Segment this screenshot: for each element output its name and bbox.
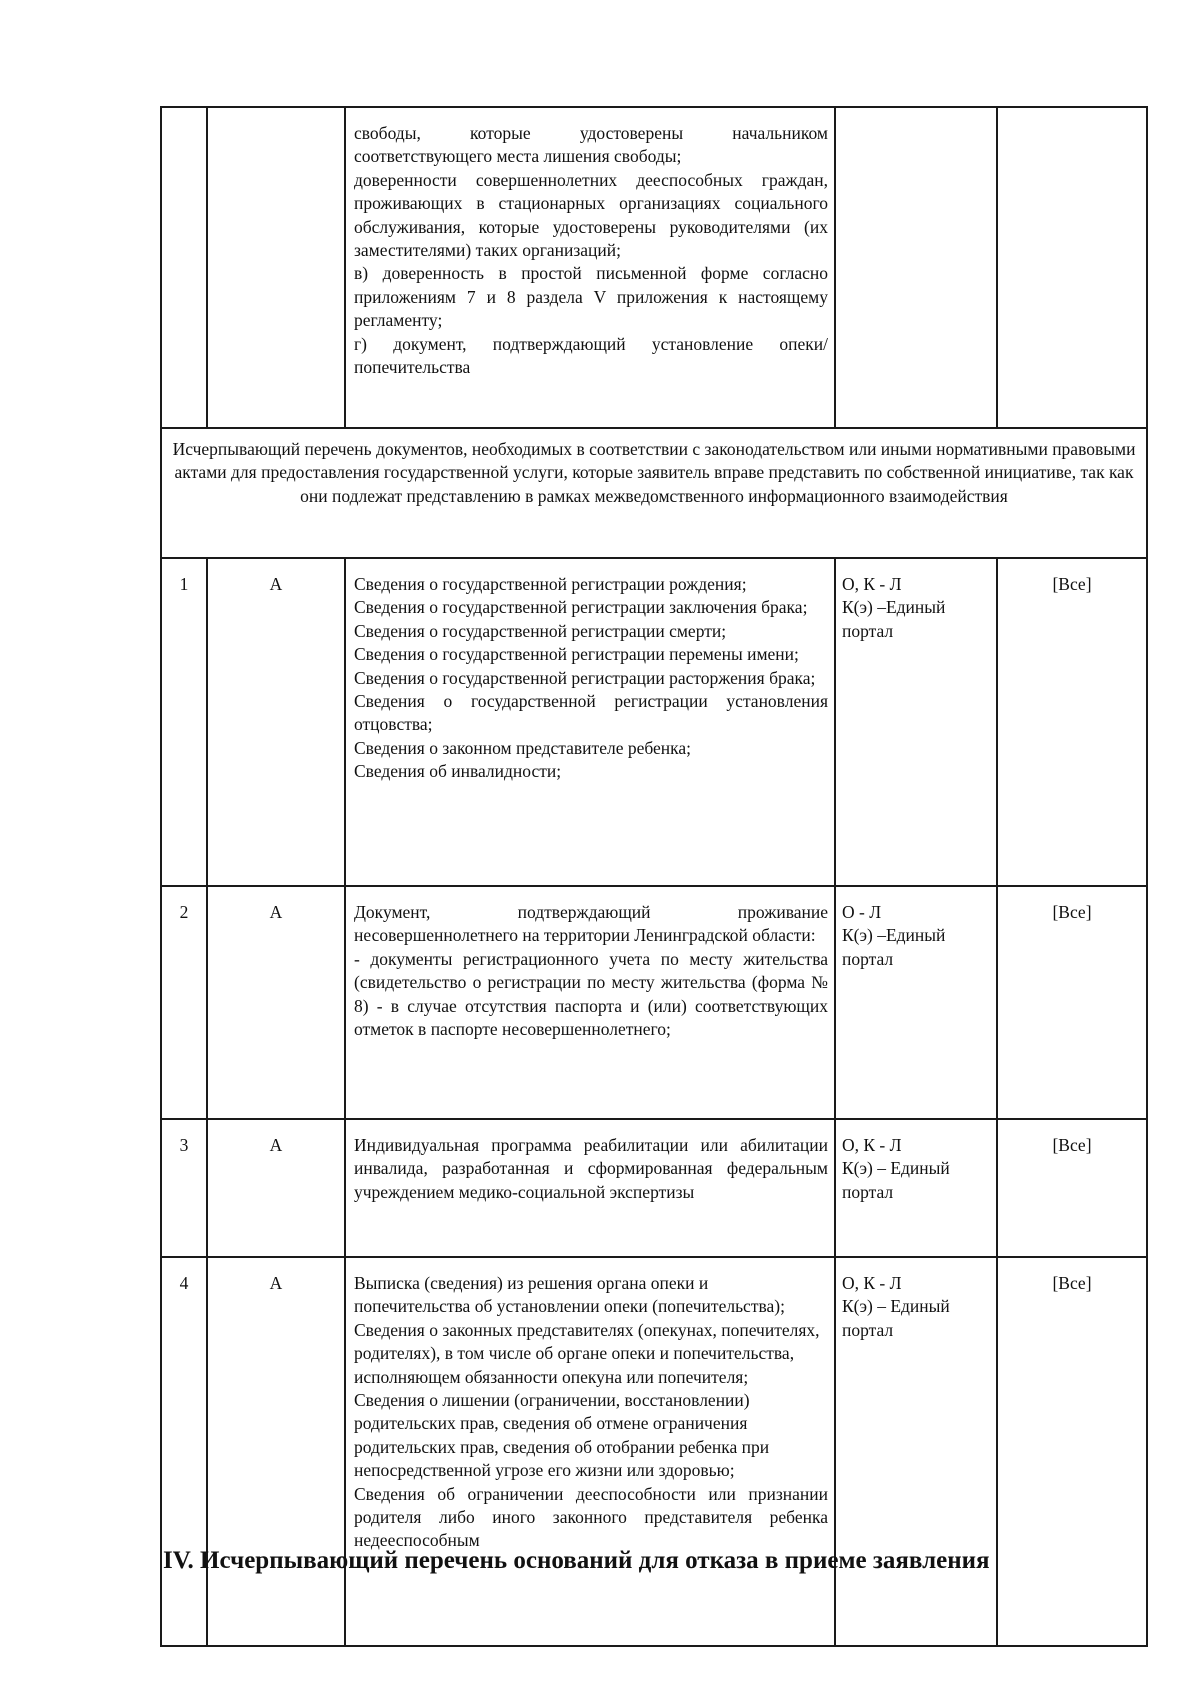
text-line: Сведения о государственной регистрации заключения брака; xyxy=(354,597,808,618)
text-line: Сведения о государственной регистрации рождения; xyxy=(354,574,747,594)
text-line: Сведения о государственной регистрации расторжения брака; xyxy=(354,667,816,688)
text-line: Сведения о государственной регистрации перемены имени; xyxy=(354,644,799,665)
row-form-cell xyxy=(835,558,997,886)
table-row xyxy=(161,107,1147,428)
row-all: [Все] xyxy=(997,886,1147,1119)
form-line: О, К - Л xyxy=(842,574,902,594)
form-line: О - Л xyxy=(842,902,882,922)
text-line: - документы регистрационного учета по месту жительства (свидетельство о регистрации по месту жительства (форма № 8) - в случае отсутствия паспорта и (или) соответствующих отметок в паспорте несовершеннолетнего; xyxy=(354,948,828,1040)
row-number: 1 xyxy=(161,558,207,886)
form-line: К(э) –Единый портал xyxy=(842,925,946,969)
row-code: А xyxy=(207,1257,345,1646)
text-line: доверенности совершеннолетних дееспособных граждан, проживающих в стационарных организациях социального обслуживания, которые удостоверены руководителями (их заместителями) таких организаций; xyxy=(354,169,828,261)
text-line: Индивидуальная программа реабилитации или абилитации инвалида, разработанная и сформированная федеральным учреждением медико-социальной экспертизы xyxy=(354,1135,828,1202)
row-code: А xyxy=(207,886,345,1119)
table-row xyxy=(161,1119,1147,1257)
row-text-cell xyxy=(345,558,835,886)
row-all: [Все] xyxy=(997,558,1147,886)
row-form-cell xyxy=(835,1119,997,1257)
text-line: свободы, которые удостоверены начальником соответствующего места лишения свободы; xyxy=(354,123,828,167)
text-line: Сведения о законных представителях (опекунах, попечителях, родителях), в том числе об органе опеки и попечительства, исполняющем обязанности опекуна или попечителя; xyxy=(354,1319,820,1387)
section-header: Исчерпывающий перечень документов, необходимых в соответствии с законодательством или иными нормативными правовыми актами для предоставления государственной услуги, которые заявитель вправе представить по собственной инициативе, так как они подлежат представлению в рамках межведомственного информационного взаимодействия xyxy=(161,428,1147,558)
documents-table xyxy=(160,106,1148,1647)
form-line: О, К - Л xyxy=(842,1135,902,1155)
row-number-cell xyxy=(161,107,207,428)
text-line: в) доверенность в простой письменной форме согласно приложениям 7 и 8 раздела V приложения к настоящему регламенту; xyxy=(354,263,828,331)
table-row xyxy=(161,1257,1147,1646)
text-line: Сведения об ограничении дееспособности или признании родителя либо иного законного представителя ребенка недееспособным xyxy=(354,1483,828,1551)
row-form-cell xyxy=(835,886,997,1119)
text-line: Выписка (сведения) из решения органа опеки и попечительства об установлении опеки (попечительства); xyxy=(354,1273,785,1317)
row-text-cell xyxy=(345,886,835,1119)
row-code-cell xyxy=(207,107,345,428)
row-form-cell xyxy=(835,1257,997,1646)
row-number: 3 xyxy=(161,1119,207,1257)
text-line: Сведения о лишении (ограничении, восстановлении) родительских прав, сведения об отмене ограничения родительских прав, сведения об отобрании ребенка при непосредственной угрозе его жизни или здоровью; xyxy=(354,1390,770,1481)
text-line: Сведения об инвалидности; xyxy=(354,761,562,782)
row-all: [Все] xyxy=(997,1119,1147,1257)
row-all-cell xyxy=(997,107,1147,428)
row-code: А xyxy=(207,1119,345,1257)
row-text-cell xyxy=(345,107,835,428)
section-title: IV. Исчерпывающий перечень оснований для отказа в приеме заявления xyxy=(163,1547,990,1574)
row-form-cell xyxy=(835,107,997,428)
text-line: г) документ, подтверждающий установление опеки/попечительства xyxy=(354,333,828,378)
form-line: К(э) –Единый портал xyxy=(842,597,946,641)
text-line: Сведения о законном представителе ребенка; xyxy=(354,737,692,758)
row-number: 2 xyxy=(161,886,207,1119)
row-text-cell xyxy=(345,1119,835,1257)
row-code: А xyxy=(207,558,345,886)
row-text-cell xyxy=(345,1257,835,1646)
table-row xyxy=(161,558,1147,886)
table-row xyxy=(161,886,1147,1119)
form-line: О, К - Л xyxy=(842,1273,902,1293)
text-line: Сведения о государственной регистрации смерти; xyxy=(354,620,727,641)
row-all: [Все] xyxy=(997,1257,1147,1646)
form-line: К(э) – Единый портал xyxy=(842,1158,950,1202)
form-line: К(э) – Единый портал xyxy=(842,1296,950,1340)
row-number: 4 xyxy=(161,1257,207,1646)
text-line: Документ, подтверждающий проживание несовершеннолетнего на территории Ленинградской области: xyxy=(354,902,828,946)
text-line: Сведения о государственной регистрации установления отцовства; xyxy=(354,691,828,735)
section-header-row xyxy=(161,428,1147,558)
